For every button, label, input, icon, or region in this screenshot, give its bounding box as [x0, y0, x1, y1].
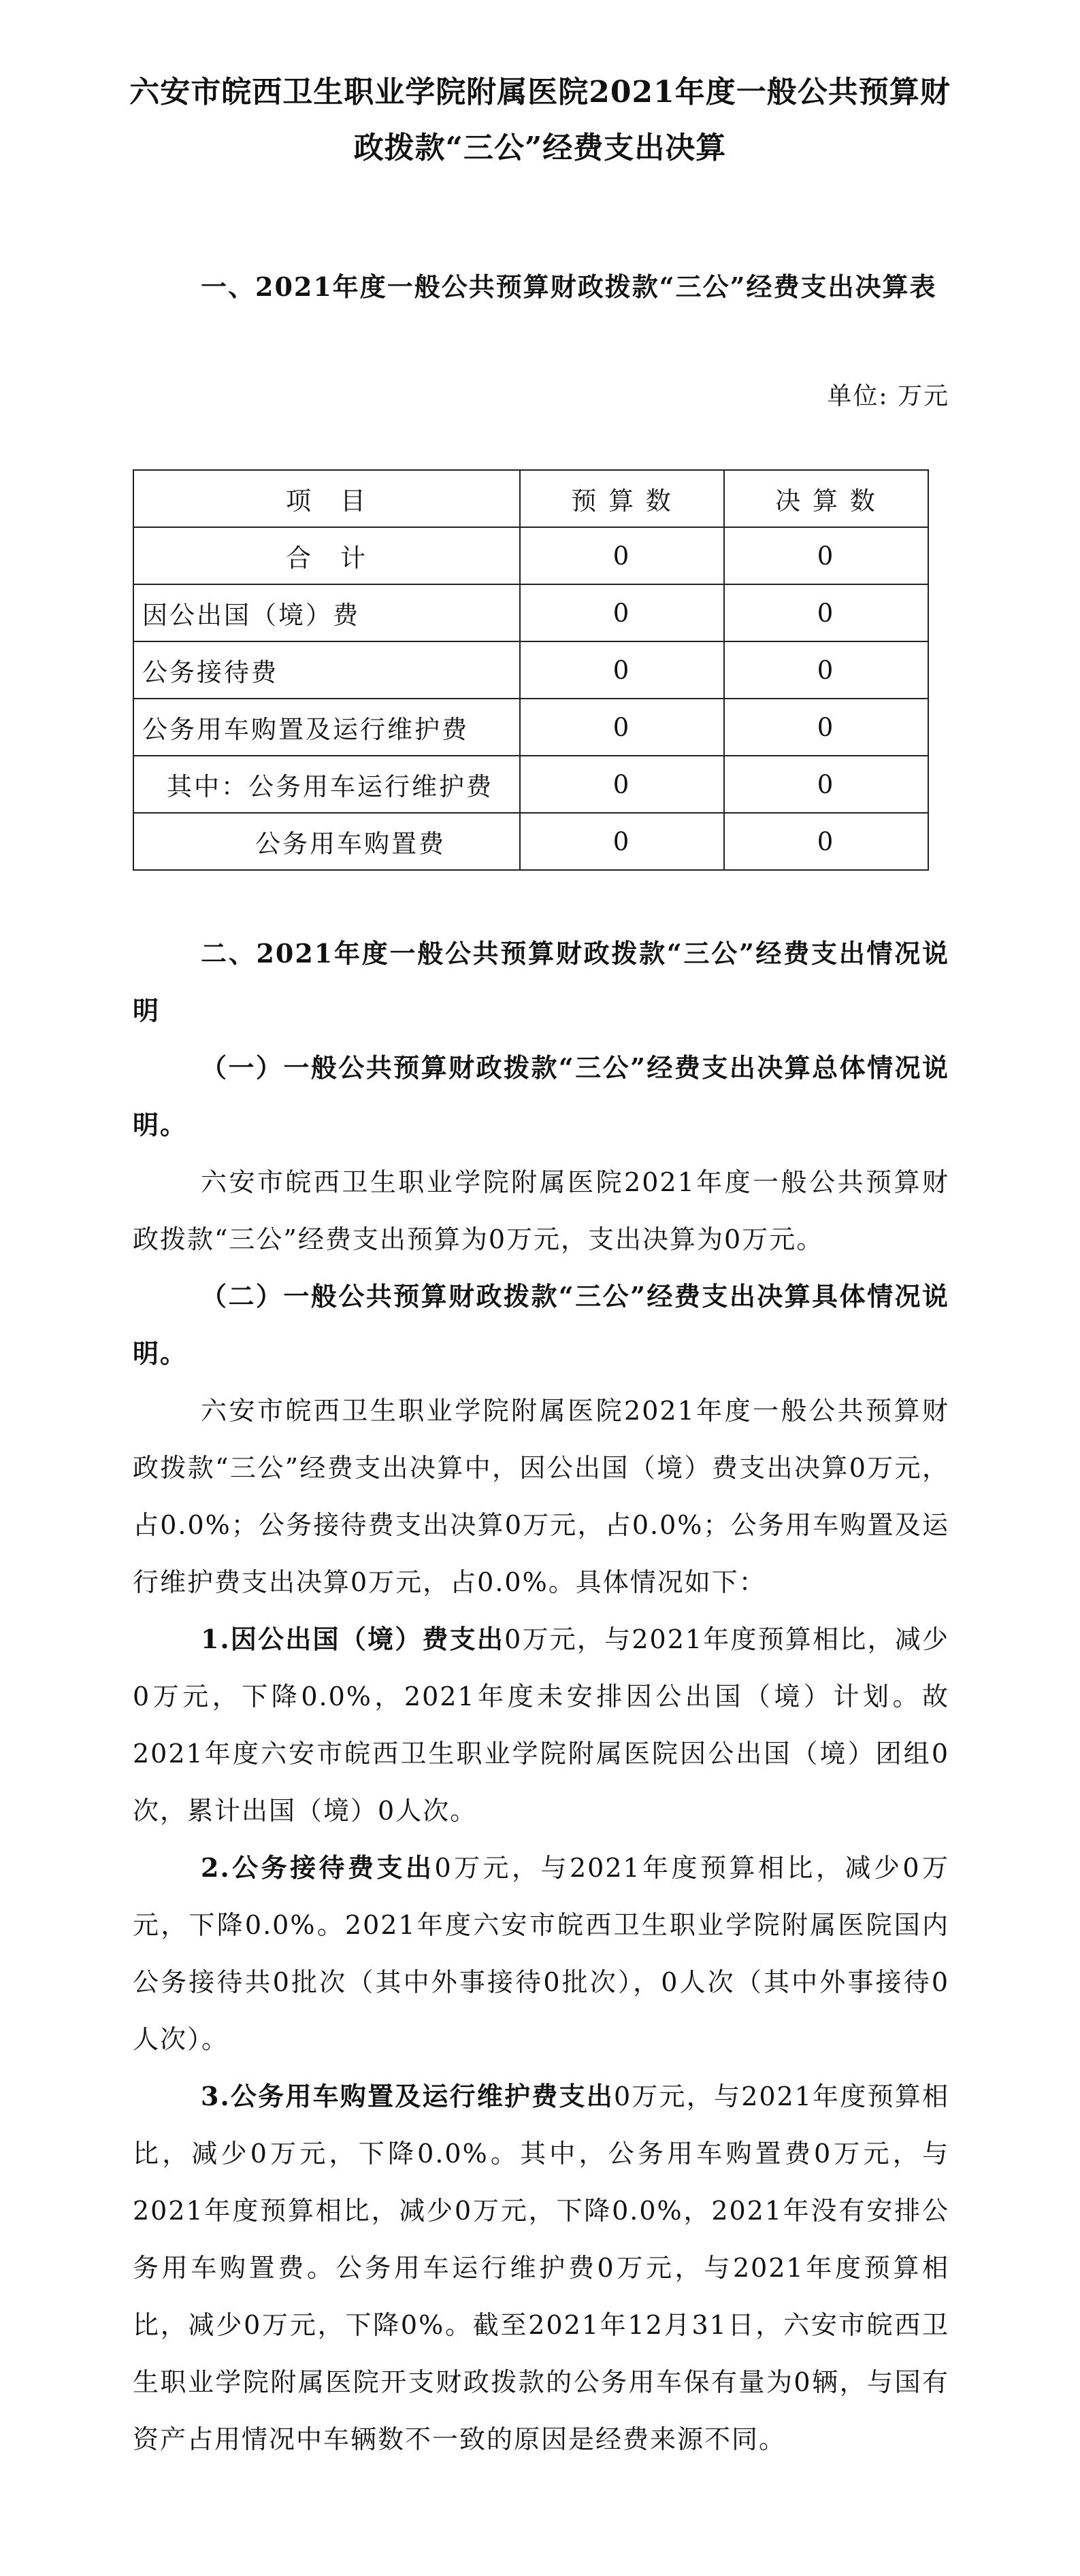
header-budget: 预 算 数 — [520, 470, 724, 527]
table-row-total — [133, 527, 928, 584]
unit-label: 单位: 万元 — [827, 382, 949, 410]
row-actual: 0 — [724, 756, 928, 813]
item3-text: 0万元，与2021年度预算相比，减少0万元，下降0.0%。其中，公务用车购置费0万元，与2021年度预算相比，减少0万元，下降0.0%，2021年没有安排公务用车购置费。公务用车运行维护费0万元，与2021年度预算相比，减少0万元，下降0%。截至2021年12月31日，六安市皖西卫生职业学院附属医院开支财政拨款的公务用车保有量为0辆，与国有资产占用情况中车辆数不一致的原因是经费来源不同。 — [133, 2081, 949, 2454]
header-item: 项 目 — [133, 470, 520, 527]
sub1-text: 六安市皖西卫生职业学院附属医院2021年度一般公共预算财政拨款“三公”经费支出预算为0万元，支出决算为0万元。 — [133, 1167, 949, 1254]
item2-text: 0万元，与2021年度预算相比，减少0万元，下降0.0%。2021年度六安市皖西卫生职业学院附属医院国内公务接待共0批次（其中外事接待0批次），0人次（其中外事接待0人次）。 — [133, 1853, 950, 2054]
document-title: 六安市皖西卫生职业学院附属医院2021年度一般公共预算财政拨款“三公”经费支出决算 — [129, 75, 951, 165]
row-actual: 0 — [724, 641, 928, 699]
row-item: 因公出国（境）费 — [133, 584, 520, 641]
item1-text: 0万元，与2021年度预算相比，减少0万元，下降0.0%，2021年度未安排因公出国（境）计划。故2021年度六安市皖西卫生职业学院附属医院因公出国（境）团组0次，累计出国（境）0人次。 — [133, 1624, 950, 1826]
item3-paragraph — [133, 2068, 949, 2468]
item1-lead: 1.因公出国（境）费支出 — [201, 1624, 505, 1654]
row-item: 其中：公务用车运行维护费 — [133, 756, 520, 813]
sub2-text: 六安市皖西卫生职业学院附属医院2021年度一般公共预算财政拨款“三公”经费支出决算中，因公出国（境）费支出决算0万元，占0.0%；公务接待费支出决算0万元，占0.0%；公务用车购置及运行维护费支出决算0万元，占0.0%。具体情况如下： — [133, 1396, 949, 1597]
row-actual: 0 — [724, 813, 928, 870]
row-item: 公务接待费 — [133, 641, 520, 699]
row-actual: 0 — [724, 527, 928, 584]
item2-paragraph — [133, 1839, 949, 2068]
row-budget: 0 — [520, 527, 724, 584]
row-item: 公务用车购置费 — [133, 813, 520, 870]
row-actual: 0 — [724, 584, 928, 641]
row-item: 合 计 — [133, 527, 520, 584]
row-budget: 0 — [520, 699, 724, 756]
table-row — [133, 641, 928, 699]
section2-heading: 二、2021年度一般公共预算财政拨款“三公”经费支出情况说明 — [133, 938, 949, 1026]
row-budget: 0 — [520, 641, 724, 699]
table-header-row — [133, 470, 928, 527]
sub2-heading: （二）一般公共预算财政拨款“三公”经费支出决算具体情况说明。 — [133, 1281, 949, 1369]
section1-heading: 一、2021年度一般公共预算财政拨款“三公”经费支出决算表 — [201, 271, 937, 302]
item3-lead: 3.公务用车购置及运行维护费支出 — [201, 2081, 614, 2111]
table-row — [133, 584, 928, 641]
row-budget: 0 — [520, 756, 724, 813]
table-row — [133, 699, 928, 756]
row-item: 公务用车购置及运行维护费 — [133, 699, 520, 756]
header-actual: 决 算 数 — [724, 470, 928, 527]
item1-paragraph — [133, 1611, 949, 1839]
budget-table — [133, 469, 929, 871]
item2-lead: 2.公务接待费支出 — [201, 1852, 435, 1883]
row-actual: 0 — [724, 699, 928, 756]
row-budget: 0 — [520, 584, 724, 641]
row-budget: 0 — [520, 813, 724, 870]
sub1-heading: （一）一般公共预算财政拨款“三公”经费支出决算总体情况说明。 — [133, 1052, 949, 1140]
table-row — [133, 756, 928, 813]
table-row — [133, 813, 928, 870]
